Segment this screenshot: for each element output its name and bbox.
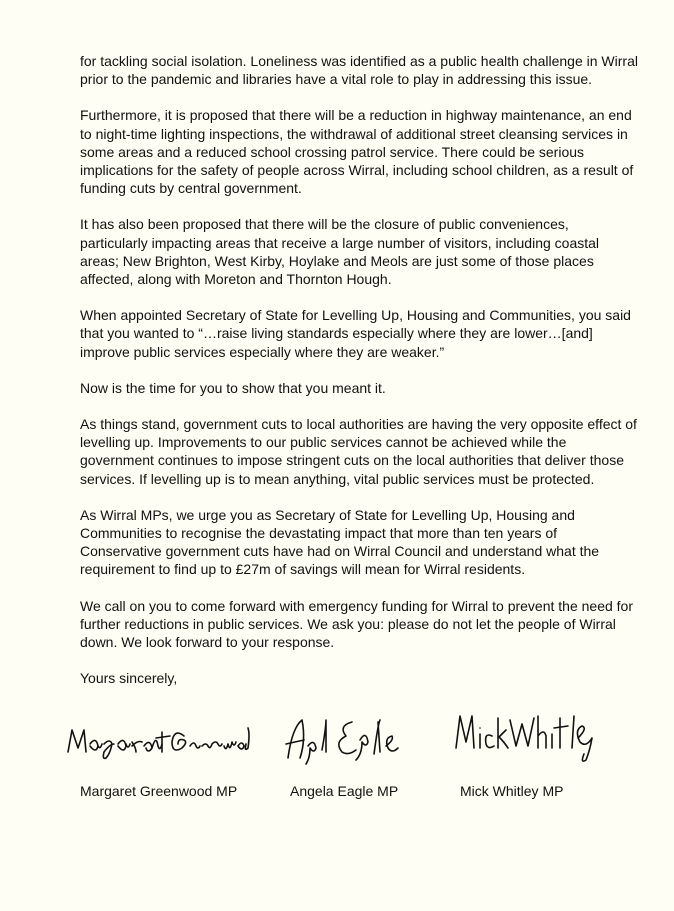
signatory-name: Angela Eagle MP: [290, 783, 399, 799]
signatory-name: Mick Whitley MP: [460, 783, 564, 799]
paragraph-wirral-mps: As Wirral MPs, we urge you as Secretary of State for Levelling Up, Housing and Communities to recognise the devastating impact that more than ten years of Conservative government cuts have had on Wirral Council and understand what the requirement to find up to £27m of savings will mean for Wirral residents.: [80, 506, 600, 578]
paragraph-libraries: for tackling social isolation. Loneliness was identified as a public health challenge in Wirral prior to the pandemic and libraries have a vital role to play in addressing this issue.: [80, 53, 638, 88]
paragraph-emergency-funding: We call on you to come forward with emergency funding for Wirral to prevent the need for further reductions in public services. We ask you: please do not let the people of Wirral down. We look forward to your response.: [80, 597, 634, 651]
paragraph-secretary-quote: When appointed Secretary of State for Levelling Up, Housing and Communities, you said that you wanted to “…raise living standards especially where they are lower…[and] improve public services especially where they are weaker.”: [80, 307, 631, 360]
signature-mick-whitley: [452, 708, 594, 770]
paragraph-levelling-up: As things stand, government cuts to local authorities are having the very opposite effect of levelling up. Improvements to our public services cannot be achieved while the government continues to impose stringent cuts on the local authorities that deliver those services. If levelling up is to mean anything, vital public services must be protected.: [80, 416, 637, 487]
signature-margaret-greenwood: [66, 722, 250, 762]
closing-salutation: Yours sincerely,: [80, 670, 178, 687]
signatory-name: Margaret Greenwood MP: [80, 783, 238, 799]
paragraph-now-is-the-time: Now is the time for you to show that you meant it.: [80, 379, 386, 396]
letter-body: [80, 52, 640, 687]
signature-angela-eagle: [282, 710, 422, 766]
paragraph-conveniences: It has also been proposed that there will be the closure of public conveniences, particularly impacting areas that receive a large number of visitors, including coastal areas; New Brighton, West Kirby, Hoylake and Meols are just some of those places affected, along with Moreton and Thornton Hough.: [80, 216, 600, 288]
paragraph-highways: Furthermore, it is proposed that there will be a reduction in highway maintenance, an end to night-time lighting inspections, the withdrawal of additional street cleansing services in some areas and a reduced school crossing patrol service. There could be serious implications for the safety of people across Wirral, including school children, as a result of funding cuts by central government.: [80, 107, 634, 197]
